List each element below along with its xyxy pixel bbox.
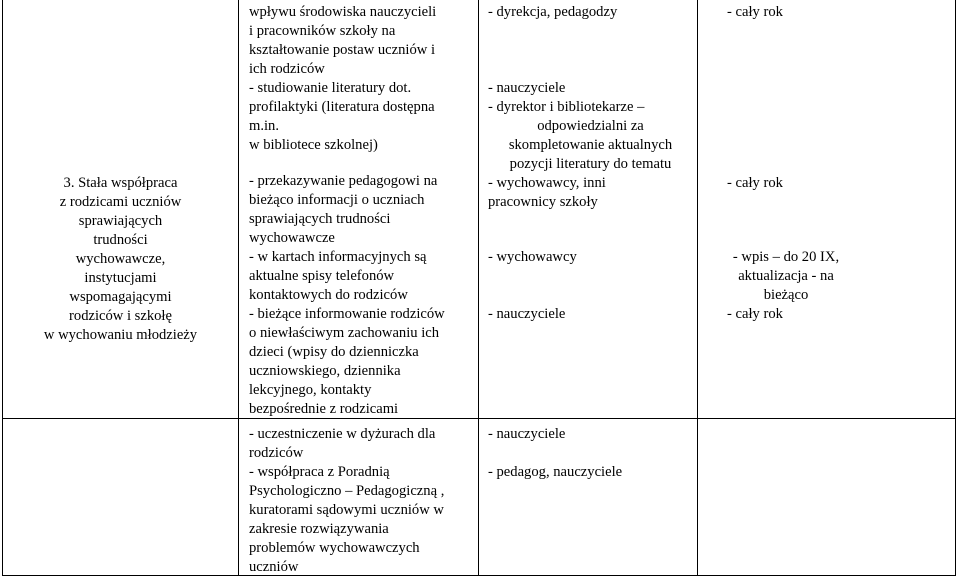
column-divider-3 <box>697 0 698 576</box>
deadline-line: - wpis – do 20 IX, <box>732 249 840 265</box>
activity-line: - przekazywanie pedagogowi na <box>249 173 438 189</box>
deadline-block-mid1 <box>727 174 927 193</box>
activity-line: kontaktowych do rodziców <box>249 287 408 303</box>
task-line: rodziców i szkołę <box>69 308 172 324</box>
task-name-cell <box>3 174 238 345</box>
responsible-line: - wychowawcy <box>488 249 577 265</box>
responsible-block-mid1 <box>488 174 693 212</box>
column-divider-2 <box>478 0 479 576</box>
row-divider <box>2 418 956 419</box>
responsible-line: - nauczyciele <box>488 80 566 96</box>
activity-line: - w kartach informacyjnych są <box>249 249 427 265</box>
task-line: trudności <box>93 232 148 248</box>
activity-line: problemów wychowawczych <box>249 540 420 556</box>
deadline-line: - cały rok <box>727 4 783 20</box>
activity-line: uczniowskiego, dziennika <box>249 363 401 379</box>
task-line: wychowawcze, <box>75 251 166 267</box>
task-line: 3. Stała współpraca <box>63 175 178 191</box>
responsible-line: - nauczyciele <box>488 426 566 442</box>
activity-line: dzieci (wpisy do dzienniczka <box>249 344 419 360</box>
responsible-line: odpowiedzialni za <box>537 118 644 134</box>
responsible-block-bottom2 <box>488 463 693 482</box>
deadline-line: aktualizacja - na <box>738 268 834 284</box>
activity-line: bieżąco informacji o uczniach <box>249 192 425 208</box>
activity-line: wychowawcze <box>249 230 335 246</box>
activities-block-bottom <box>249 425 471 577</box>
activity-line: sprawiających trudności <box>249 211 391 227</box>
activity-line: profilaktyki (literatura dostępna <box>249 99 435 115</box>
responsible-block-top2 <box>488 79 693 174</box>
activity-line: o niewłaściwym zachowaniu ich <box>249 325 440 341</box>
responsible-line: - dyrekcja, pedagodzy <box>488 4 618 20</box>
activity-line: wpływu środowiska nauczycieli <box>249 4 437 20</box>
responsible-block-mid2 <box>488 248 693 267</box>
task-line: sprawiających <box>78 213 163 229</box>
deadline-block-mid2 <box>706 248 866 305</box>
activity-line: uczniów <box>249 559 299 575</box>
task-line: instytucjami <box>84 270 157 286</box>
responsible-block-bottom1 <box>488 425 693 444</box>
responsible-line: pracownicy szkoły <box>488 194 598 210</box>
activity-line: aktualne spisy telefonów <box>249 268 395 284</box>
activities-block-top <box>249 3 471 155</box>
activities-block-mid1 <box>249 172 471 248</box>
responsible-line: - pedagog, nauczyciele <box>488 464 623 480</box>
activity-line: ich rodziców <box>249 61 325 77</box>
activity-line: rodziców <box>249 445 304 461</box>
responsible-block-mid3 <box>488 305 693 324</box>
column-divider-1 <box>238 0 239 576</box>
activity-line: w bibliotece szkolnej) <box>249 137 378 153</box>
activity-line: bezpośrednie z rodzicami <box>249 401 399 417</box>
activity-line: lekcyjnego, kontakty <box>249 382 372 398</box>
activity-line: m.in. <box>249 118 279 134</box>
deadline-line: - cały rok <box>727 175 783 191</box>
deadline-line: - cały rok <box>727 306 783 322</box>
responsible-line: skompletowanie aktualnych <box>508 137 673 153</box>
activity-line: - bieżące informowanie rodziców <box>249 306 445 322</box>
activity-line: kształtowanie postaw uczniów i <box>249 42 436 58</box>
responsible-line: - dyrektor i bibliotekarze – <box>488 99 645 115</box>
responsible-line: - wychowawcy, inni <box>488 175 606 191</box>
activity-line: - studiowanie literatury dot. <box>249 80 412 96</box>
deadline-block-top <box>727 3 927 22</box>
task-line: w wychowaniu młodzieży <box>43 327 198 343</box>
responsible-line: pozycji literatury do tematu <box>509 156 672 172</box>
task-line: z rodzicami uczniów <box>59 194 182 210</box>
responsible-block-top1 <box>488 3 693 22</box>
activity-line: Psychologiczno – Pedagogiczną , <box>249 483 445 499</box>
activities-block-mid2 <box>249 248 471 305</box>
activity-line: kuratorami sądowymi uczniów w <box>249 502 444 518</box>
table-border-right <box>955 0 956 576</box>
activities-block-mid3 <box>249 305 471 419</box>
deadline-block-mid3 <box>727 305 927 324</box>
deadline-line: bieżąco <box>763 287 809 303</box>
task-line: wspomagającymi <box>69 289 172 305</box>
activity-line: i pracowników szkoły na <box>249 23 396 39</box>
activity-line: - uczestniczenie w dyżurach dla <box>249 426 436 442</box>
responsible-line: - nauczyciele <box>488 306 566 322</box>
activity-line: zakresie rozwiązywania <box>249 521 389 537</box>
activity-line: - współpraca z Poradnią <box>249 464 390 480</box>
